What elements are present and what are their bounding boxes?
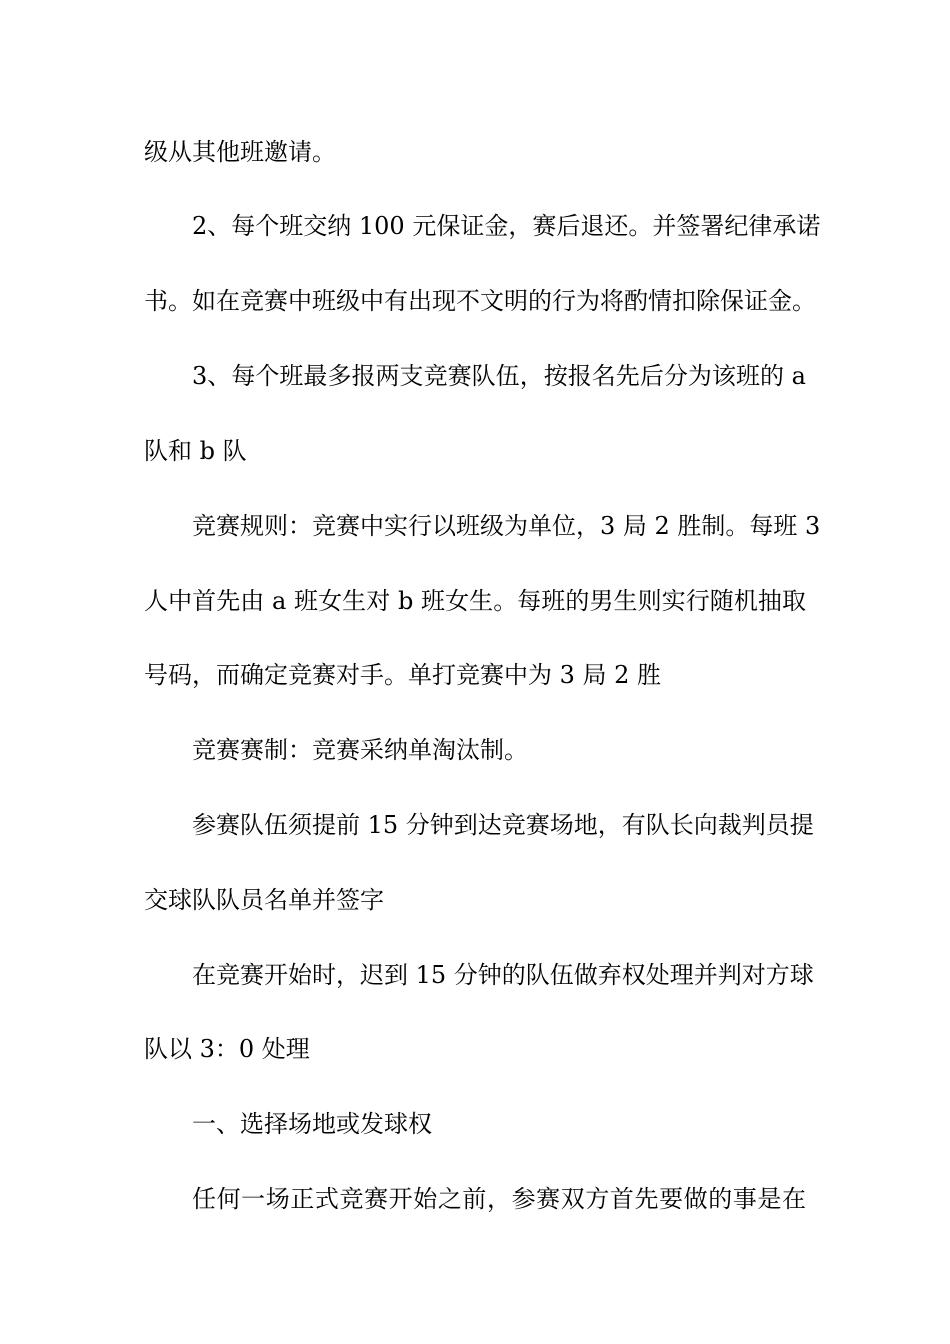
text-line: 交球队队员名单并签字: [144, 886, 384, 914]
text-line: 号码，而确定竞赛对手。单打竞赛中为 3 局 2 胜: [144, 661, 662, 689]
text-line: 一、选择场地或发球权: [192, 1110, 432, 1138]
text-line: 2、每个班交纳 100 元保证金，赛后退还。并签署纪律承诺: [192, 212, 821, 240]
text-line: 3、每个班最多报两支竞赛队伍，按报名先后分为该班的 a: [192, 362, 806, 390]
text-line: 竞赛赛制：竞赛采纳单淘汰制。: [192, 736, 528, 764]
text-line: 任何一场正式竞赛开始之前，参赛双方首先要做的事是在: [192, 1185, 806, 1213]
text-line: 人中首先由 a 班女生对 b 班女生。每班的男生则实行随机抽取: [144, 587, 806, 615]
text-line: 参赛队伍须提前 15 分钟到达竞赛场地，有队长向裁判员提: [192, 811, 814, 839]
text-line: 书。如在竞赛中班级中有出现不文明的行为将酌情扣除保证金。: [144, 287, 816, 315]
text-line: 队和 b 队: [144, 437, 247, 465]
text-line: 级从其他班邀请。: [144, 138, 336, 166]
text-line: 队以 3：0 处理: [144, 1035, 310, 1063]
text-line: 在竞赛开始时，迟到 15 分钟的队伍做弃权处理并判对方球: [192, 961, 814, 989]
text-line: 竞赛规则：竞赛中实行以班级为单位，3 局 2 胜制。每班 3: [192, 512, 821, 540]
